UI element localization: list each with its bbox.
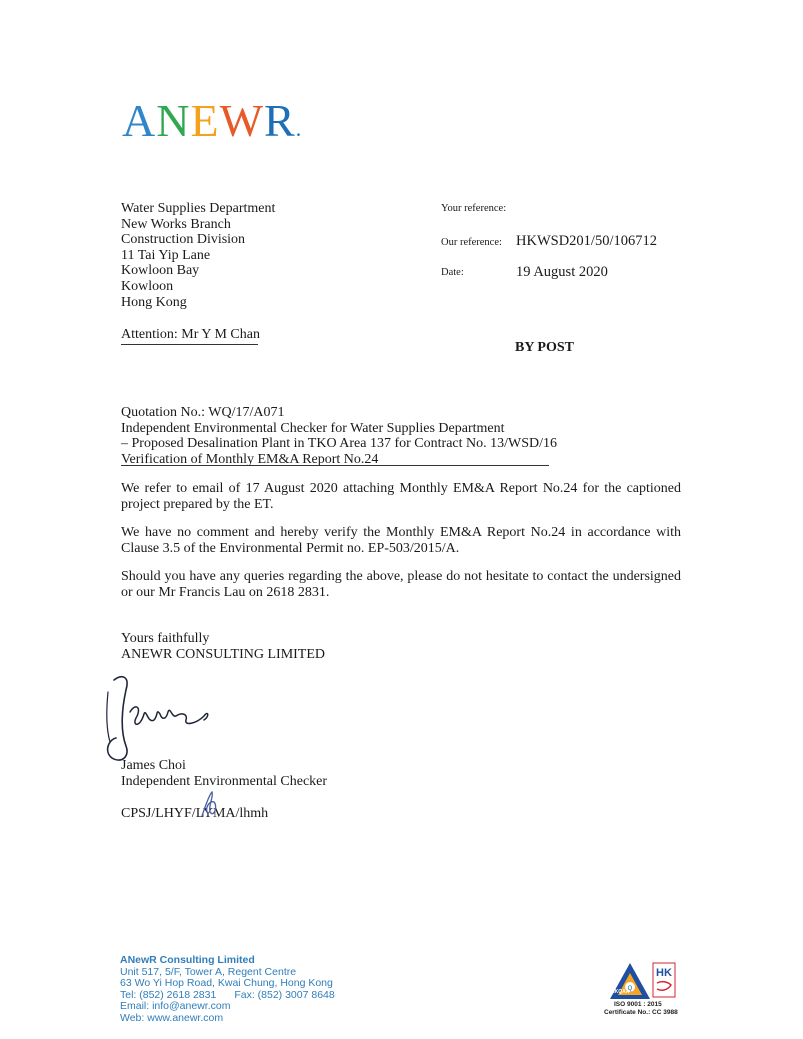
- recipient-address: [121, 201, 275, 310]
- footer-contact: [120, 955, 335, 1025]
- signatory-name: James Choi: [121, 758, 186, 773]
- logo-letter: A: [122, 95, 157, 146]
- address-line: Hong Kong: [121, 294, 187, 310]
- address-line: 11 Tai Yip Lane: [121, 247, 211, 263]
- signatory-title: Independent Environmental Checker: [121, 774, 328, 789]
- closing-block: [121, 631, 325, 663]
- date-label: Date:: [441, 267, 464, 278]
- initials-mark: [196, 788, 224, 822]
- address-line: New Works Branch: [121, 216, 231, 232]
- your-reference-label: Your reference:: [441, 203, 507, 214]
- hk-mark-text: HK: [656, 967, 672, 979]
- date-value: 19 August 2020: [516, 264, 608, 280]
- delivery-method: BY POST: [515, 340, 574, 355]
- signature-image: [100, 672, 220, 770]
- footer-email: Email: info@anewr.com: [120, 1000, 231, 1013]
- footer-fax: Fax: (852) 3007 8648: [234, 988, 335, 1001]
- logo-letter: .: [295, 116, 303, 141]
- our-reference-value: HKWSD201/50/106712: [516, 233, 657, 249]
- body-paragraph: We refer to email of 17 August 2020 attaching Monthly EM&A Report No.24 for the captioned project prepared by the ET.: [121, 481, 681, 512]
- footer-tel: Tel: (852) 2618 2831: [120, 988, 217, 1001]
- address-line: Kowloon: [121, 278, 174, 294]
- footer-company: ANewR Consulting Limited: [120, 954, 255, 966]
- salutation: Yours faithfully: [121, 631, 210, 646]
- subject-line: Independent Environmental Checker for Water Supplies Department: [121, 420, 505, 436]
- iso-certification-logo: [606, 961, 680, 1001]
- hkqaa-mark: HKQAA: [611, 989, 630, 995]
- footer-address: Unit 517, 5/F, Tower A, Regent Centre: [120, 965, 297, 978]
- company-logo: [122, 95, 303, 146]
- our-reference-label: Our reference:: [441, 237, 502, 248]
- company-name: ANEWR CONSULTING LIMITED: [121, 647, 326, 662]
- iso-standard: ISO 9001 : 2015: [614, 1001, 662, 1008]
- body-paragraph: Should you have any queries regarding the above, please do not hesitate to contact the undersigned or our Mr Francis Lau on 2618 2831.: [121, 569, 681, 600]
- subject-line: – Proposed Desalination Plant in TKO Area 137 for Contract No. 13/WSD/16: [121, 436, 558, 452]
- logo-letter: R: [264, 95, 296, 146]
- svg-text:Q: Q: [627, 986, 633, 992]
- attention-underline: [121, 344, 258, 345]
- address-line: Kowloon Bay: [121, 263, 200, 279]
- address-line: Water Supplies Department: [121, 201, 276, 216]
- certificate-number: Certificate No.: CC 3988: [604, 1009, 678, 1016]
- footer-address: 63 Wo Yi Hop Road, Kwai Chung, Hong Kong: [120, 977, 333, 990]
- subject-title: Verification of Monthly EM&A Report No.24: [121, 451, 379, 467]
- signatory-block: [121, 758, 327, 790]
- subject-underline: [121, 465, 549, 466]
- certification-block: [604, 961, 684, 1021]
- footer-web: Web: www.anewr.com: [120, 1011, 224, 1024]
- address-line: Construction Division: [121, 232, 246, 248]
- subject-block: [121, 405, 557, 467]
- body-paragraph: We have no comment and hereby verify the Monthly EM&A Report No.24 in accordance with Clause 3.5 of the Environmental Permit no. EP-503/2015/A.: [121, 525, 681, 556]
- attention-line: Attention: Mr Y M Chan: [121, 327, 260, 342]
- logo-letter: N: [156, 95, 191, 146]
- logo-letter: E: [190, 95, 220, 146]
- quotation-number: Quotation No.: WQ/17/A071: [121, 405, 285, 420]
- logo-letter: W: [219, 95, 264, 146]
- reference-code: CPSJ/LHYF/LYMA/lhmh: [121, 806, 269, 821]
